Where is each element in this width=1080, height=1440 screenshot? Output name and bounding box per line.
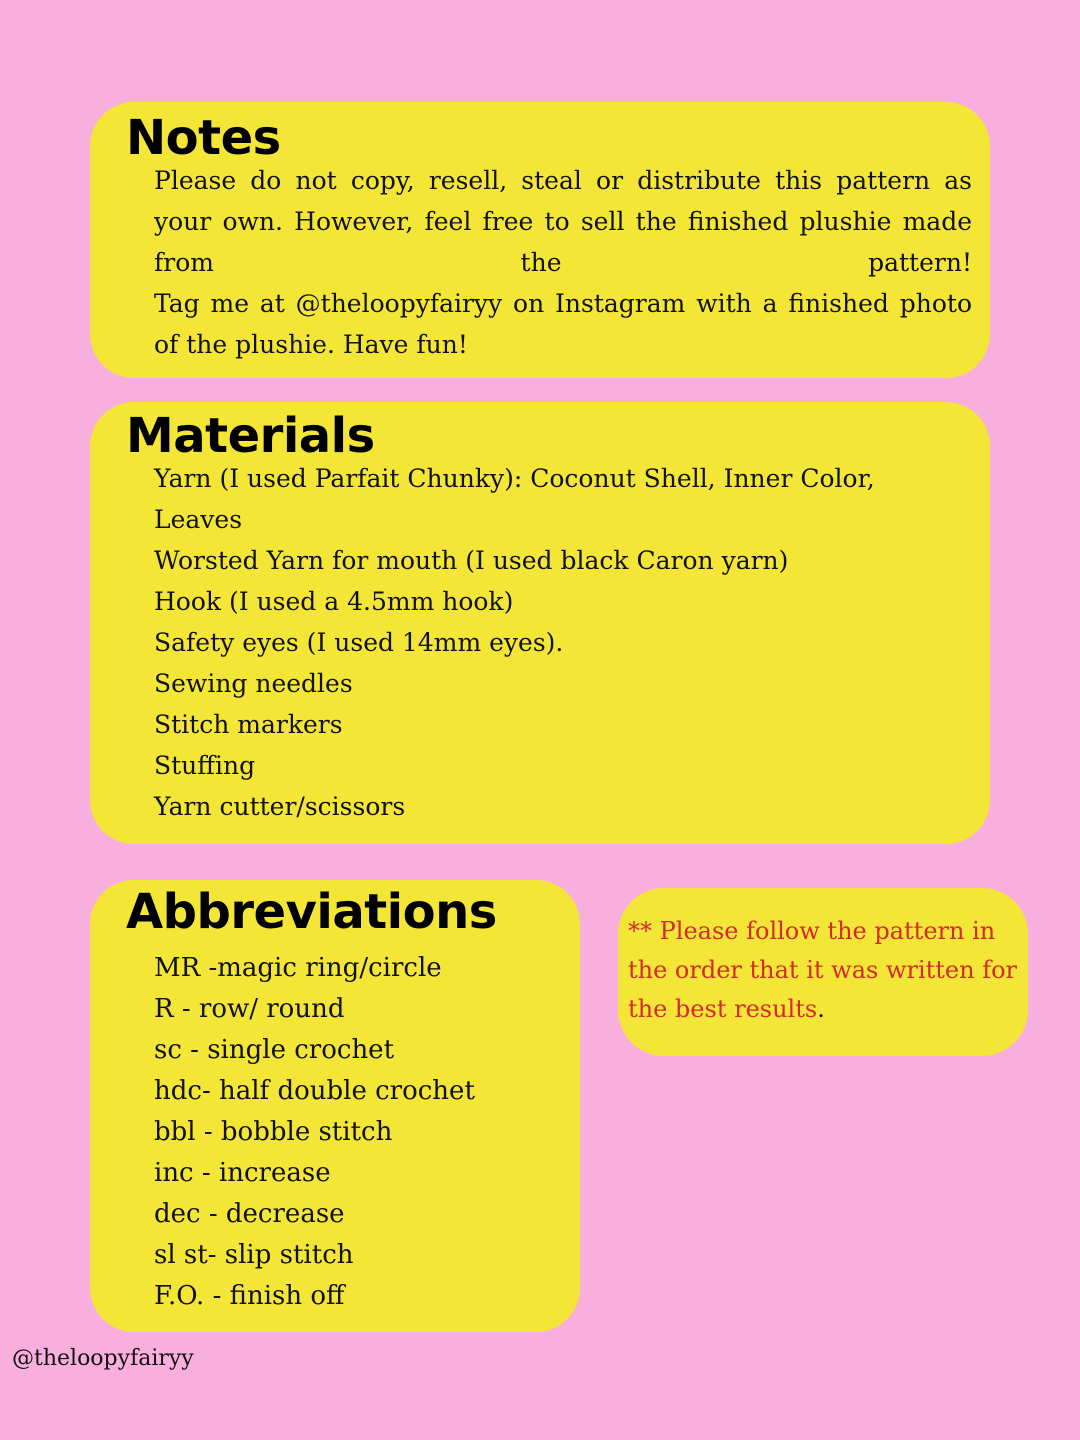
notes-paragraph-1: Please do not copy, resell, steal or distribute this pattern as your own. However, feel free to sell the finished plushie made from the pattern! xyxy=(154,166,972,277)
materials-list xyxy=(154,458,954,827)
abbreviation-item: sl st- slip stitch xyxy=(154,1240,354,1270)
pattern-order-note-card xyxy=(618,888,1028,1056)
pattern-order-note-period: . xyxy=(817,995,825,1023)
pattern-order-note-text: ** Please follow the pattern in the order that it was written for the best results xyxy=(628,917,1018,1023)
abbreviation-item: F.O. - finish off xyxy=(154,1281,345,1311)
materials-item: Hook (I used a 4.5mm hook) xyxy=(154,587,514,616)
materials-item: Safety eyes (I used 14mm eyes). xyxy=(154,628,564,657)
materials-item: Yarn (I used Parfait Chunky): Coconut Shell, Inner Color, Leaves xyxy=(154,464,875,534)
abbreviation-item: MR -magic ring/circle xyxy=(154,953,442,983)
materials-item: Sewing needles xyxy=(154,669,353,698)
author-handle: @theloopyfairyy xyxy=(12,1346,194,1371)
notes-card xyxy=(90,102,990,378)
notes-body xyxy=(154,160,972,365)
abbreviation-item: bbl - bobble stitch xyxy=(154,1117,393,1147)
abbreviation-item: inc - increase xyxy=(154,1158,331,1188)
pattern-order-note xyxy=(628,912,1020,1029)
materials-item: Stitch markers xyxy=(154,710,343,739)
notes-title: Notes xyxy=(126,110,281,166)
materials-item: Stuffing xyxy=(154,751,256,780)
notes-paragraph-2: Tag me at @theloopyfairyy on Instagram with a finished photo of the plushie. Have fun! xyxy=(154,289,972,359)
materials-title: Materials xyxy=(126,408,375,464)
abbreviation-item: hdc- half double crochet xyxy=(154,1076,475,1106)
abbreviations-title: Abbreviations xyxy=(126,884,497,940)
materials-card xyxy=(90,402,990,844)
abbreviation-item: dec - decrease xyxy=(154,1199,345,1229)
materials-item: Yarn cutter/scissors xyxy=(154,792,406,821)
abbreviations-card xyxy=(90,880,580,1332)
abbreviation-item: R - row/ round xyxy=(154,994,345,1024)
abbreviation-item: sc - single crochet xyxy=(154,1035,395,1065)
materials-item: Worsted Yarn for mouth (I used black Caron yarn) xyxy=(154,546,789,575)
abbreviations-list xyxy=(154,948,574,1317)
